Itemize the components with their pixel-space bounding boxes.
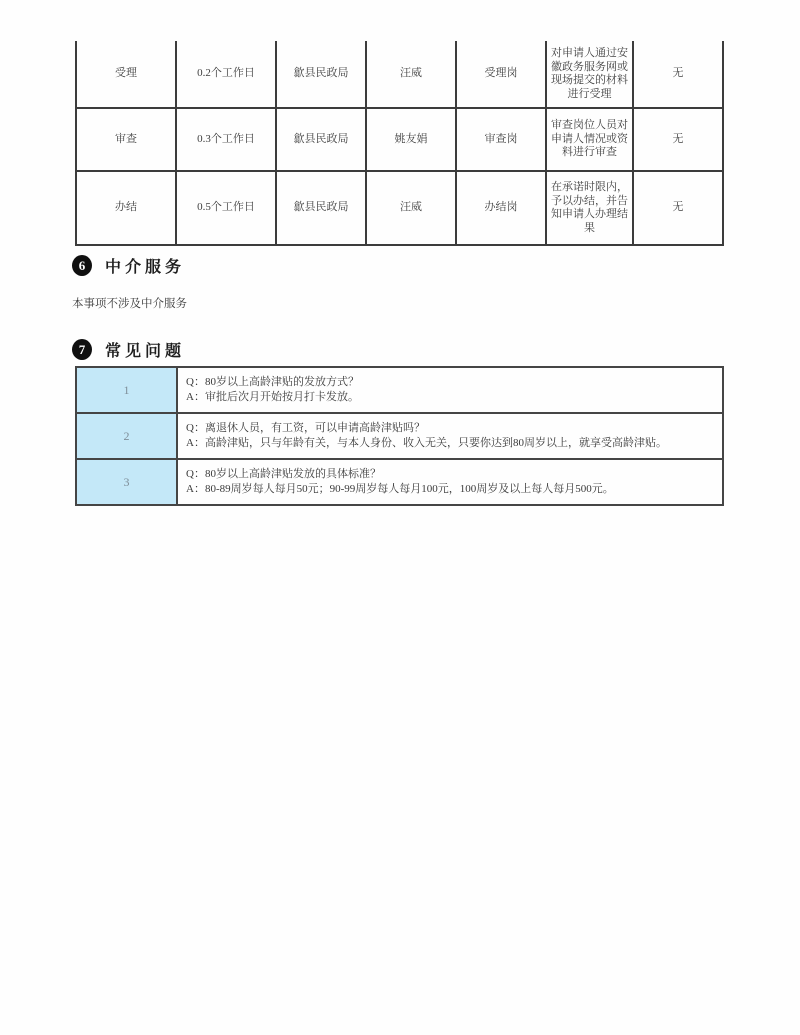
process-row-banjie (76, 171, 723, 245)
cell-time-limit: 0.2个工作日 (176, 41, 276, 108)
faq-answer: A：审批后次月开始按月打卡发放。 (186, 391, 359, 403)
cell-description: 审查岗位人员对申请人情况或资料进行审查 (546, 108, 633, 171)
cell-description: 在承诺时限内，予以办结，并告知申请人办理结果 (546, 171, 633, 245)
cell-department: 歙县民政局 (276, 171, 366, 245)
cell-remark: 无 (633, 171, 723, 245)
section-title: 常见问题 (105, 343, 186, 360)
cell-step: 受理 (76, 41, 176, 108)
section-header-faq (72, 338, 185, 361)
section-title: 中介服务 (105, 259, 186, 276)
faq-row-number: 3 (76, 459, 177, 505)
faq-question-answer (177, 459, 723, 505)
cell-department: 歙县民政局 (276, 41, 366, 108)
faq-question: Q：离退休人员，有工资，可以申请高龄津贴吗？ (186, 421, 425, 434)
faq-row (76, 367, 723, 413)
process-steps-table (75, 41, 724, 246)
process-row-shencha (76, 108, 723, 171)
cell-person: 汪威 (366, 41, 456, 108)
faq-answer: A：80-89周岁每人每月50元；90-99周岁每人每月100元，100周岁及以上每人每月500元。 (186, 483, 614, 495)
cell-description: 对申请人通过安徽政务服务网或现场提交的材料进行受理 (546, 41, 633, 108)
cell-time-limit: 0.5个工作日 (176, 171, 276, 245)
cell-department: 歙县民政局 (276, 108, 366, 171)
cell-post: 办结岗 (456, 171, 546, 245)
faq-row-number: 1 (76, 367, 177, 413)
section-header-intermediary (72, 254, 185, 277)
faq-row (76, 459, 723, 505)
faq-question: Q：80岁以上高龄津贴发放的具体标准？ (186, 467, 381, 480)
cell-person: 姚友娟 (366, 108, 456, 171)
faq-row-number: 2 (76, 413, 177, 459)
section-number-icon: 6 (72, 255, 92, 276)
faq-answer: A：高龄津贴，只与年龄有关，与本人身份、收入无关，只要你达到80周岁以上，就享受高龄津贴。 (186, 437, 667, 449)
faq-question-answer (177, 413, 723, 459)
section-number-icon: 7 (72, 339, 92, 360)
cell-remark: 无 (633, 108, 723, 171)
process-row-shouli (76, 41, 723, 108)
cell-time-limit: 0.3个工作日 (176, 108, 276, 171)
faq-question: Q：80岁以上高龄津贴的发放方式？ (186, 375, 359, 388)
cell-step: 审查 (76, 108, 176, 171)
cell-post: 受理岗 (456, 41, 546, 108)
cell-step: 办结 (76, 171, 176, 245)
cell-remark: 无 (633, 41, 723, 108)
cell-person: 汪威 (366, 171, 456, 245)
intermediary-note: 本事项不涉及中介服务 (72, 298, 187, 310)
cell-post: 审查岗 (456, 108, 546, 171)
faq-question-answer (177, 367, 723, 413)
faq-table (75, 366, 724, 506)
faq-row (76, 413, 723, 459)
